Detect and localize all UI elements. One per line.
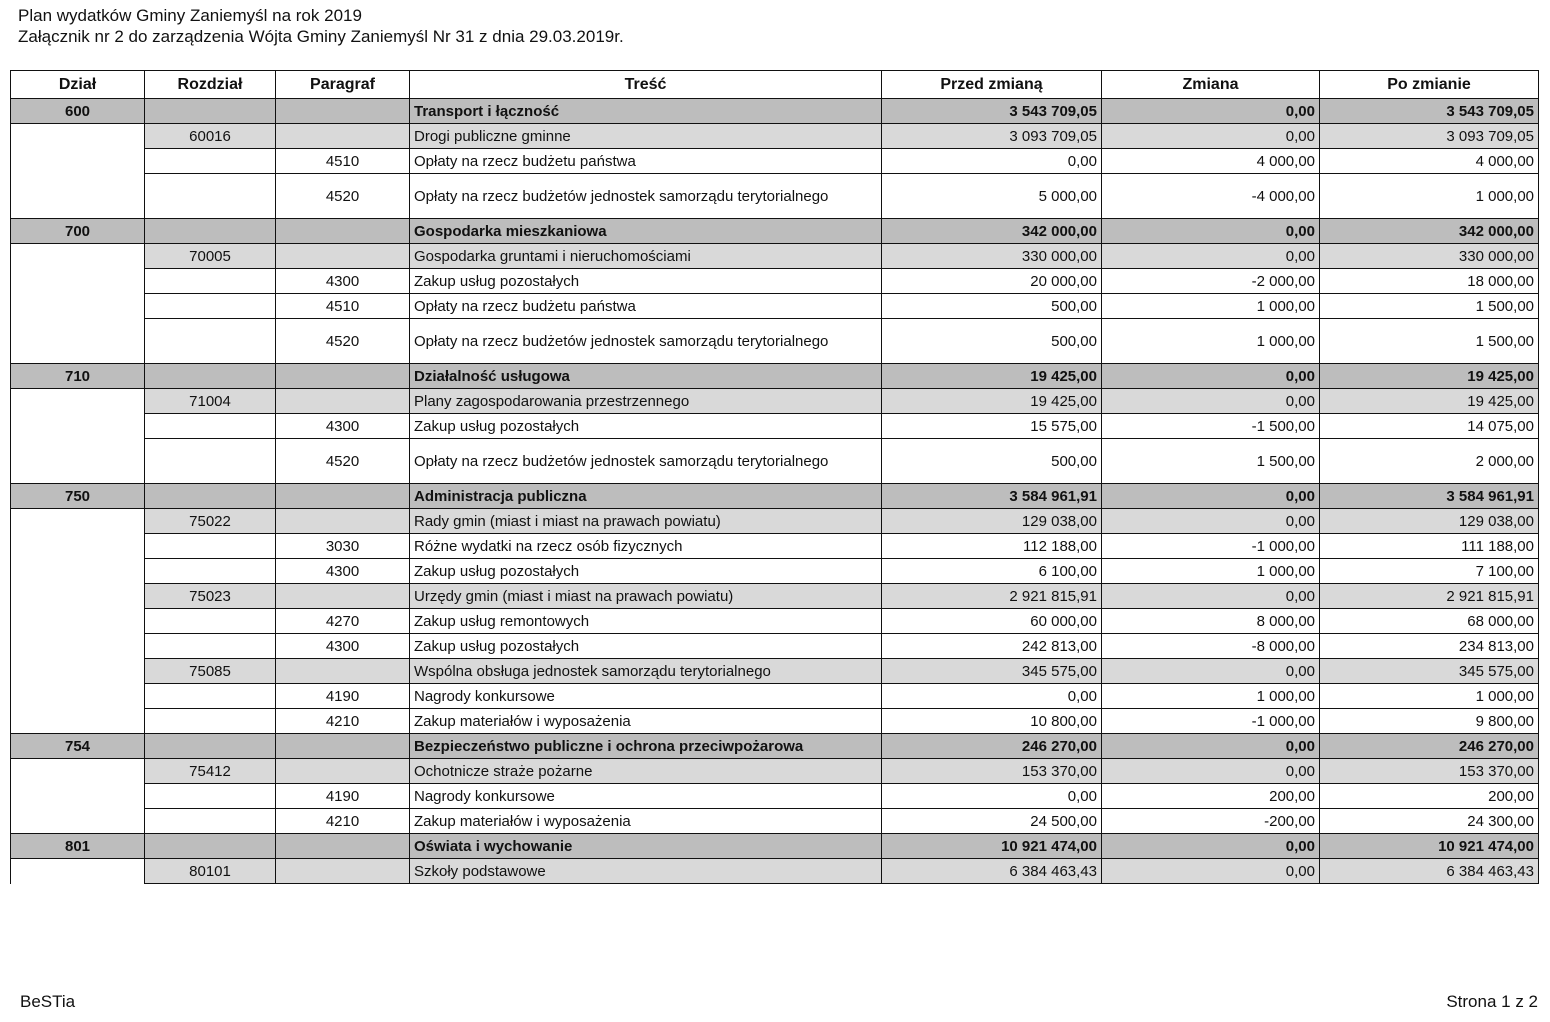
- cell-rozdzial: 60016: [145, 124, 276, 149]
- document-title: Plan wydatków Gminy Zaniemyśl na rok 2019: [18, 6, 362, 25]
- cell-zmiana: -8 000,00: [1102, 634, 1320, 659]
- cell-zmiana: 1 000,00: [1102, 319, 1320, 364]
- cell-przed: 345 575,00: [882, 659, 1102, 684]
- cell-dzial: [11, 389, 145, 414]
- cell-rozdzial: [145, 609, 276, 634]
- cell-przed: 330 000,00: [882, 244, 1102, 269]
- cell-przed: 2 921 815,91: [882, 584, 1102, 609]
- cell-rozdzial: 80101: [145, 859, 276, 884]
- cell-tresc: Zakup usług pozostałych: [410, 269, 882, 294]
- cell-przed: 24 500,00: [882, 809, 1102, 834]
- cell-dzial: [11, 174, 145, 219]
- cell-zmiana: 0,00: [1102, 484, 1320, 509]
- cell-paragraf: 4190: [276, 684, 410, 709]
- cell-dzial: [11, 294, 145, 319]
- cell-dzial: [11, 659, 145, 684]
- cell-rozdzial: [145, 734, 276, 759]
- table-row-paragraf: [11, 149, 1539, 174]
- cell-rozdzial: [145, 684, 276, 709]
- cell-tresc: Transport i łączność: [410, 99, 882, 124]
- cell-rozdzial: [145, 219, 276, 244]
- cell-paragraf: [276, 759, 410, 784]
- table-row-paragraf: [11, 414, 1539, 439]
- table-body: [11, 99, 1539, 884]
- cell-zmiana: 4 000,00: [1102, 149, 1320, 174]
- cell-paragraf: 4520: [276, 439, 410, 484]
- cell-tresc: Plany zagospodarowania przestrzennego: [410, 389, 882, 414]
- cell-tresc: Nagrody konkursowe: [410, 784, 882, 809]
- table-row-rozdzial: [11, 584, 1539, 609]
- cell-tresc: Drogi publiczne gminne: [410, 124, 882, 149]
- col-header-paragraf: Paragraf: [276, 71, 410, 99]
- cell-przed: 0,00: [882, 684, 1102, 709]
- cell-po: 3 584 961,91: [1320, 484, 1539, 509]
- cell-dzial: [11, 319, 145, 364]
- cell-przed: 153 370,00: [882, 759, 1102, 784]
- table-row-dzial: [11, 219, 1539, 244]
- cell-dzial: [11, 809, 145, 834]
- cell-rozdzial: [145, 99, 276, 124]
- cell-zmiana: 200,00: [1102, 784, 1320, 809]
- cell-paragraf: 4520: [276, 319, 410, 364]
- cell-po: 345 575,00: [1320, 659, 1539, 684]
- table-row-dzial: [11, 484, 1539, 509]
- cell-rozdzial: [145, 149, 276, 174]
- cell-dzial: [11, 634, 145, 659]
- table-row-paragraf: [11, 319, 1539, 364]
- cell-po: 3 543 709,05: [1320, 99, 1539, 124]
- cell-zmiana: 0,00: [1102, 244, 1320, 269]
- cell-po: 1 000,00: [1320, 684, 1539, 709]
- cell-rozdzial: [145, 534, 276, 559]
- cell-rozdzial: [145, 784, 276, 809]
- table-row-rozdzial: [11, 509, 1539, 534]
- cell-dzial: [11, 414, 145, 439]
- cell-rozdzial: 75023: [145, 584, 276, 609]
- cell-rozdzial: [145, 319, 276, 364]
- table-row-rozdzial: [11, 759, 1539, 784]
- cell-po: 19 425,00: [1320, 389, 1539, 414]
- cell-przed: 129 038,00: [882, 509, 1102, 534]
- cell-po: 246 270,00: [1320, 734, 1539, 759]
- cell-po: 1 500,00: [1320, 319, 1539, 364]
- cell-przed: 10 800,00: [882, 709, 1102, 734]
- cell-paragraf: 4300: [276, 634, 410, 659]
- cell-po: 2 000,00: [1320, 439, 1539, 484]
- cell-przed: 0,00: [882, 784, 1102, 809]
- cell-przed: 19 425,00: [882, 389, 1102, 414]
- table-header-row: [11, 71, 1539, 99]
- cell-po: 14 075,00: [1320, 414, 1539, 439]
- cell-dzial: [11, 559, 145, 584]
- cell-dzial: 750: [11, 484, 145, 509]
- cell-dzial: [11, 534, 145, 559]
- cell-tresc: Zakup materiałów i wyposażenia: [410, 709, 882, 734]
- cell-zmiana: 0,00: [1102, 584, 1320, 609]
- cell-tresc: Gospodarka gruntami i nieruchomościami: [410, 244, 882, 269]
- cell-przed: 500,00: [882, 294, 1102, 319]
- cell-paragraf: 4190: [276, 784, 410, 809]
- cell-rozdzial: [145, 834, 276, 859]
- cell-rozdzial: [145, 174, 276, 219]
- cell-zmiana: 1 500,00: [1102, 439, 1320, 484]
- cell-paragraf: [276, 389, 410, 414]
- table-row-rozdzial: [11, 659, 1539, 684]
- cell-przed: 0,00: [882, 149, 1102, 174]
- cell-dzial: [11, 269, 145, 294]
- cell-paragraf: 4510: [276, 149, 410, 174]
- cell-po: 2 921 815,91: [1320, 584, 1539, 609]
- cell-po: 19 425,00: [1320, 364, 1539, 389]
- col-header-zmiana: Zmiana: [1102, 71, 1320, 99]
- table-row-dzial: [11, 364, 1539, 389]
- cell-zmiana: 1 000,00: [1102, 684, 1320, 709]
- table-row-paragraf: [11, 559, 1539, 584]
- col-header-przed-zmiana: Przed zmianą: [882, 71, 1102, 99]
- cell-rozdzial: [145, 269, 276, 294]
- cell-rozdzial: 75022: [145, 509, 276, 534]
- document-subtitle: Załącznik nr 2 do zarządzenia Wójta Gminy Zaniemyśl Nr 31 z dnia 29.03.2019r.: [18, 27, 624, 46]
- cell-paragraf: [276, 244, 410, 269]
- cell-tresc: Zakup usług remontowych: [410, 609, 882, 634]
- cell-zmiana: 0,00: [1102, 219, 1320, 244]
- cell-przed: 3 543 709,05: [882, 99, 1102, 124]
- cell-tresc: Szkoły podstawowe: [410, 859, 882, 884]
- cell-paragraf: [276, 859, 410, 884]
- cell-zmiana: -4 000,00: [1102, 174, 1320, 219]
- cell-po: 1 500,00: [1320, 294, 1539, 319]
- cell-paragraf: [276, 124, 410, 149]
- table-row-paragraf: [11, 439, 1539, 484]
- cell-rozdzial: [145, 364, 276, 389]
- cell-tresc: Zakup usług pozostałych: [410, 634, 882, 659]
- cell-tresc: Gospodarka mieszkaniowa: [410, 219, 882, 244]
- cell-przed: 500,00: [882, 319, 1102, 364]
- cell-zmiana: 0,00: [1102, 124, 1320, 149]
- table-row-rozdzial: [11, 859, 1539, 884]
- cell-paragraf: 4520: [276, 174, 410, 219]
- cell-tresc: Opłaty na rzecz budżetu państwa: [410, 149, 882, 174]
- cell-zmiana: 1 000,00: [1102, 559, 1320, 584]
- cell-tresc: Wspólna obsługa jednostek samorządu terytorialnego: [410, 659, 882, 684]
- cell-rozdzial: [145, 559, 276, 584]
- cell-rozdzial: [145, 809, 276, 834]
- cell-po: 153 370,00: [1320, 759, 1539, 784]
- cell-po: 129 038,00: [1320, 509, 1539, 534]
- cell-po: 200,00: [1320, 784, 1539, 809]
- cell-zmiana: -1 500,00: [1102, 414, 1320, 439]
- cell-tresc: Różne wydatki na rzecz osób fizycznych: [410, 534, 882, 559]
- cell-przed: 342 000,00: [882, 219, 1102, 244]
- table-row-paragraf: [11, 709, 1539, 734]
- cell-paragraf: [276, 99, 410, 124]
- cell-zmiana: 0,00: [1102, 759, 1320, 784]
- cell-dzial: [11, 709, 145, 734]
- cell-zmiana: -1 000,00: [1102, 709, 1320, 734]
- cell-rozdzial: 71004: [145, 389, 276, 414]
- cell-zmiana: -2 000,00: [1102, 269, 1320, 294]
- cell-po: 10 921 474,00: [1320, 834, 1539, 859]
- cell-dzial: [11, 684, 145, 709]
- cell-przed: 10 921 474,00: [882, 834, 1102, 859]
- cell-zmiana: 0,00: [1102, 509, 1320, 534]
- cell-zmiana: 0,00: [1102, 734, 1320, 759]
- cell-dzial: [11, 244, 145, 269]
- cell-tresc: Zakup usług pozostałych: [410, 414, 882, 439]
- table-row-paragraf: [11, 269, 1539, 294]
- table-row-paragraf: [11, 684, 1539, 709]
- cell-rozdzial: [145, 634, 276, 659]
- cell-rozdzial: [145, 414, 276, 439]
- cell-dzial: [11, 784, 145, 809]
- table-row-rozdzial: [11, 124, 1539, 149]
- cell-paragraf: 4210: [276, 809, 410, 834]
- cell-dzial: [11, 439, 145, 484]
- cell-dzial: 710: [11, 364, 145, 389]
- cell-przed: 3 584 961,91: [882, 484, 1102, 509]
- cell-rozdzial: [145, 439, 276, 484]
- cell-paragraf: [276, 509, 410, 534]
- cell-dzial: 600: [11, 99, 145, 124]
- cell-paragraf: [276, 734, 410, 759]
- cell-paragraf: [276, 219, 410, 244]
- cell-po: 330 000,00: [1320, 244, 1539, 269]
- cell-rozdzial: [145, 294, 276, 319]
- cell-zmiana: 0,00: [1102, 389, 1320, 414]
- cell-paragraf: [276, 659, 410, 684]
- table-row-dzial: [11, 734, 1539, 759]
- cell-przed: 6 384 463,43: [882, 859, 1102, 884]
- cell-tresc: Opłaty na rzecz budżetów jednostek samorządu terytorialnego: [410, 174, 882, 219]
- cell-paragraf: 4300: [276, 269, 410, 294]
- cell-paragraf: 4210: [276, 709, 410, 734]
- cell-dzial: [11, 759, 145, 784]
- cell-po: 111 188,00: [1320, 534, 1539, 559]
- cell-zmiana: 0,00: [1102, 659, 1320, 684]
- cell-tresc: Zakup materiałów i wyposażenia: [410, 809, 882, 834]
- cell-po: 9 800,00: [1320, 709, 1539, 734]
- cell-rozdzial: 75412: [145, 759, 276, 784]
- cell-rozdzial: 75085: [145, 659, 276, 684]
- cell-zmiana: 1 000,00: [1102, 294, 1320, 319]
- cell-dzial: [11, 859, 145, 884]
- table-row-paragraf: [11, 634, 1539, 659]
- cell-rozdzial: [145, 484, 276, 509]
- cell-po: 7 100,00: [1320, 559, 1539, 584]
- cell-po: 4 000,00: [1320, 149, 1539, 174]
- cell-po: 1 000,00: [1320, 174, 1539, 219]
- cell-dzial: [11, 584, 145, 609]
- col-header-po-zmianie: Po zmianie: [1320, 71, 1539, 99]
- cell-zmiana: -1 000,00: [1102, 534, 1320, 559]
- cell-paragraf: 3030: [276, 534, 410, 559]
- cell-rozdzial: 70005: [145, 244, 276, 269]
- table-row-paragraf: [11, 534, 1539, 559]
- cell-paragraf: 4270: [276, 609, 410, 634]
- col-header-dzial: Dział: [11, 71, 145, 99]
- cell-zmiana: 8 000,00: [1102, 609, 1320, 634]
- cell-przed: 5 000,00: [882, 174, 1102, 219]
- cell-dzial: [11, 124, 145, 149]
- cell-przed: 3 093 709,05: [882, 124, 1102, 149]
- cell-po: 6 384 463,43: [1320, 859, 1539, 884]
- table-row-rozdzial: [11, 244, 1539, 269]
- cell-tresc: Oświata i wychowanie: [410, 834, 882, 859]
- cell-paragraf: 4510: [276, 294, 410, 319]
- cell-przed: 112 188,00: [882, 534, 1102, 559]
- table-row-paragraf: [11, 784, 1539, 809]
- cell-tresc: Administracja publiczna: [410, 484, 882, 509]
- cell-przed: 20 000,00: [882, 269, 1102, 294]
- table-row-rozdzial: [11, 389, 1539, 414]
- footer-software-name: BeSTia: [20, 992, 76, 1011]
- cell-dzial: 801: [11, 834, 145, 859]
- cell-po: 342 000,00: [1320, 219, 1539, 244]
- cell-zmiana: -200,00: [1102, 809, 1320, 834]
- cell-przed: 6 100,00: [882, 559, 1102, 584]
- cell-tresc: Bezpieczeństwo publiczne i ochrona przeciwpożarowa: [410, 734, 882, 759]
- cell-przed: 500,00: [882, 439, 1102, 484]
- cell-zmiana: 0,00: [1102, 859, 1320, 884]
- cell-tresc: Opłaty na rzecz budżetu państwa: [410, 294, 882, 319]
- cell-tresc: Opłaty na rzecz budżetów jednostek samorządu terytorialnego: [410, 319, 882, 364]
- cell-przed: 246 270,00: [882, 734, 1102, 759]
- cell-przed: 15 575,00: [882, 414, 1102, 439]
- cell-paragraf: [276, 484, 410, 509]
- cell-przed: 19 425,00: [882, 364, 1102, 389]
- table-row-dzial: [11, 99, 1539, 124]
- cell-dzial: [11, 149, 145, 174]
- cell-tresc: Ochotnicze straże pożarne: [410, 759, 882, 784]
- cell-tresc: Zakup usług pozostałych: [410, 559, 882, 584]
- cell-zmiana: 0,00: [1102, 834, 1320, 859]
- cell-zmiana: 0,00: [1102, 99, 1320, 124]
- cell-paragraf: [276, 364, 410, 389]
- cell-paragraf: 4300: [276, 414, 410, 439]
- cell-dzial: [11, 609, 145, 634]
- cell-tresc: Opłaty na rzecz budżetów jednostek samorządu terytorialnego: [410, 439, 882, 484]
- table-row-paragraf: [11, 294, 1539, 319]
- cell-przed: 60 000,00: [882, 609, 1102, 634]
- cell-po: 234 813,00: [1320, 634, 1539, 659]
- cell-po: 3 093 709,05: [1320, 124, 1539, 149]
- cell-dzial: [11, 509, 145, 534]
- cell-po: 68 000,00: [1320, 609, 1539, 634]
- cell-paragraf: [276, 834, 410, 859]
- cell-rozdzial: [145, 709, 276, 734]
- table-row-dzial: [11, 834, 1539, 859]
- cell-paragraf: 4300: [276, 559, 410, 584]
- cell-tresc: Działalność usługowa: [410, 364, 882, 389]
- cell-dzial: 700: [11, 219, 145, 244]
- cell-tresc: Rady gmin (miast i miast na prawach powiatu): [410, 509, 882, 534]
- cell-przed: 242 813,00: [882, 634, 1102, 659]
- budget-table: [10, 70, 1539, 884]
- cell-po: 24 300,00: [1320, 809, 1539, 834]
- footer-page-number: Strona 1 z 2: [1446, 992, 1538, 1011]
- cell-paragraf: [276, 584, 410, 609]
- cell-zmiana: 0,00: [1102, 364, 1320, 389]
- table-row-paragraf: [11, 609, 1539, 634]
- col-header-tresc: Treść: [410, 71, 882, 99]
- col-header-rozdzial: Rozdział: [145, 71, 276, 99]
- table-row-paragraf: [11, 174, 1539, 219]
- table-row-paragraf: [11, 809, 1539, 834]
- cell-tresc: Urzędy gmin (miast i miast na prawach powiatu): [410, 584, 882, 609]
- cell-tresc: Nagrody konkursowe: [410, 684, 882, 709]
- cell-dzial: 754: [11, 734, 145, 759]
- cell-po: 18 000,00: [1320, 269, 1539, 294]
